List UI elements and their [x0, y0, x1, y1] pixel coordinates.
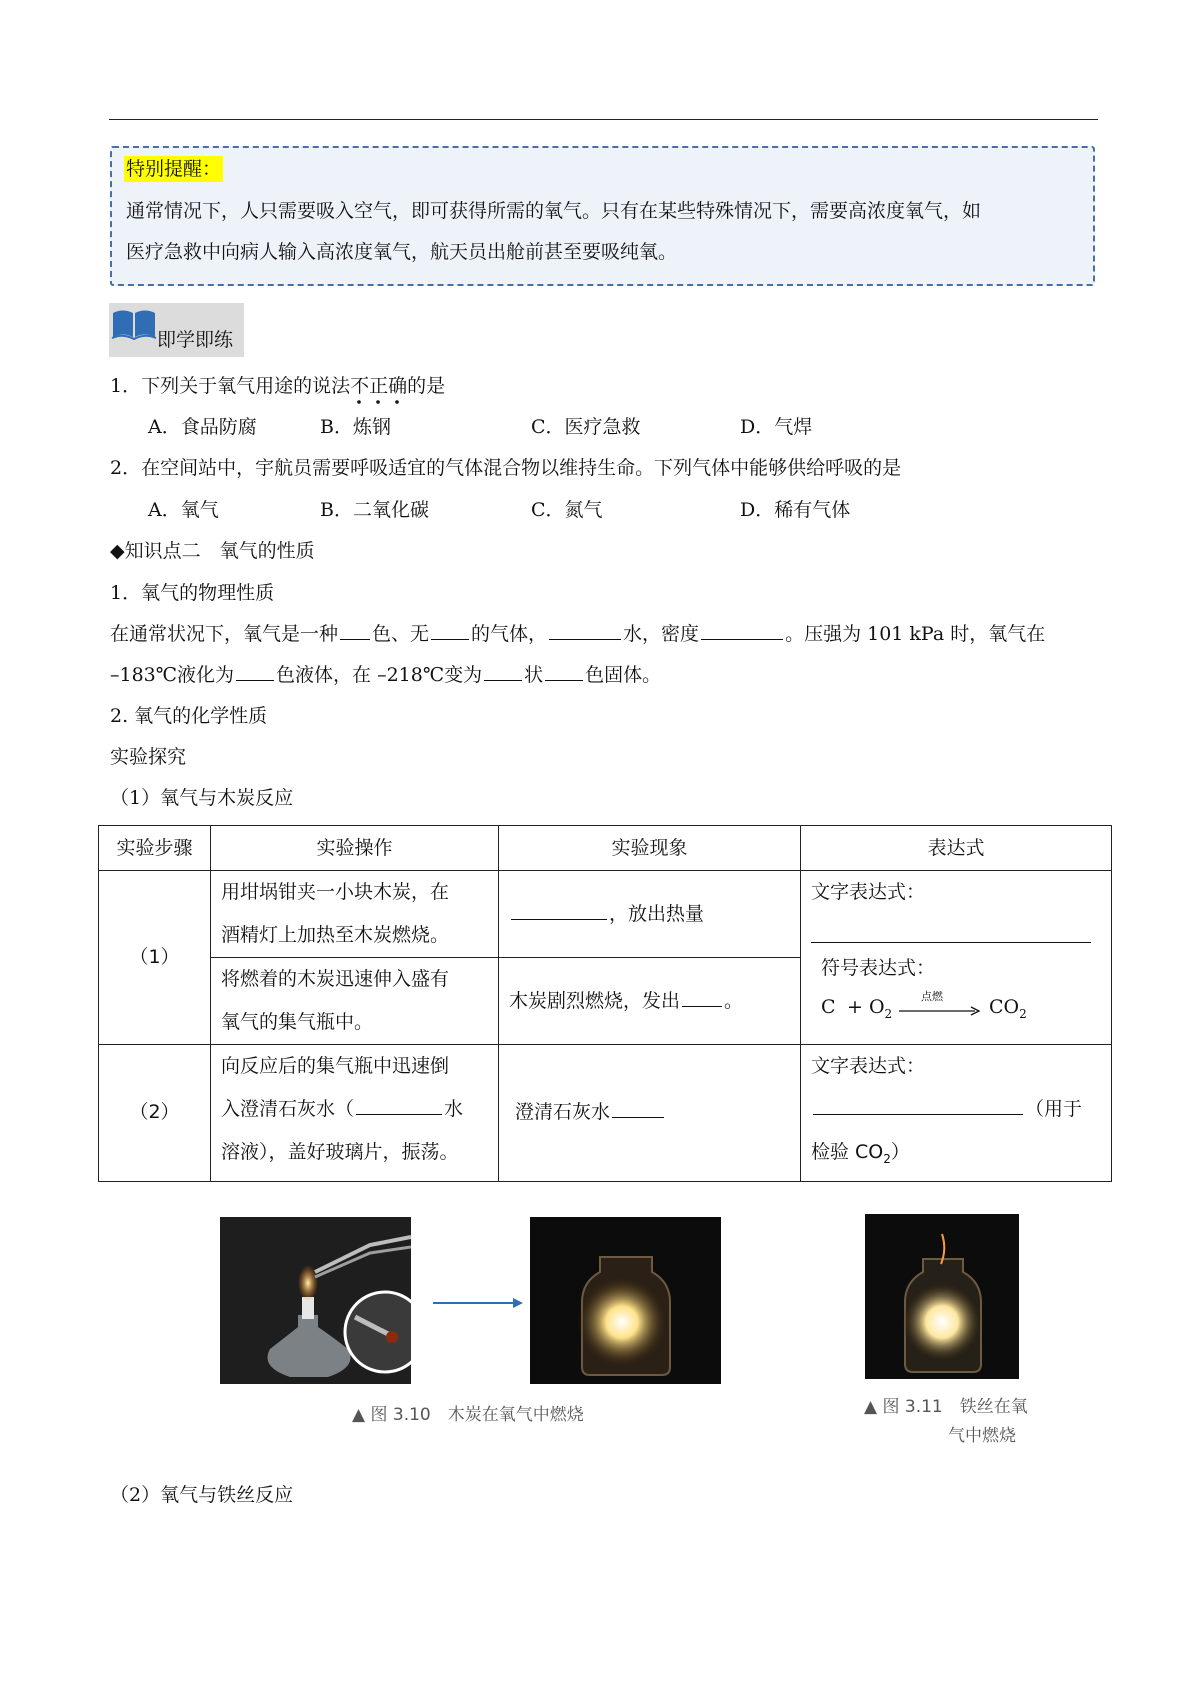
experiment-table [98, 825, 1112, 1182]
eq-plus-o: + O [847, 996, 885, 1018]
symbol-equation [811, 990, 1101, 1030]
fill-blank[interactable] [236, 662, 274, 681]
q2-option-d[interactable]: D．稀有气体 [740, 499, 851, 521]
q1-emphasis [350, 375, 407, 397]
fill-blank[interactable] [356, 1096, 442, 1115]
expression-2-line [811, 1088, 1101, 1131]
word-expression-label: 文字表达式： [811, 881, 926, 903]
fill-blank[interactable] [549, 621, 621, 640]
q1-option-d[interactable]: D．气焊 [740, 416, 813, 438]
phenomenon-2-cell [499, 958, 801, 1045]
phenomenon-3-cell [499, 1045, 801, 1182]
check-co2-line [811, 1131, 1101, 1181]
reaction-arrow-icon [899, 1006, 981, 1016]
expression-1-cell [801, 871, 1112, 1045]
step-2-cell: （2） [99, 1045, 211, 1182]
chemical-properties-title: 2. 氧气的化学性质 [110, 705, 268, 727]
q1-option-b[interactable]: B．炼钢 [320, 416, 391, 438]
phys-text-a: 在通常状况下，氧气是一种 [110, 623, 339, 645]
operation-3-cell [211, 1045, 499, 1182]
fill-blank[interactable] [682, 988, 722, 1007]
alcohol-lamp-illustration [220, 1217, 411, 1384]
experiment-explore-label: 实验探究 [110, 746, 187, 768]
operation-2-cell [211, 958, 499, 1045]
eq-oxygen [847, 996, 892, 1021]
eq-sub-2: 2 [884, 1006, 893, 1021]
eq-carbon: C [821, 996, 836, 1018]
ph2-text-a: 木炭剧烈燃烧，发出 [509, 990, 681, 1012]
physical-properties-line-1 [110, 621, 1045, 647]
op3-text-a: 入澄清石灰水（ [221, 1098, 355, 1120]
check-text: 检验 CO [811, 1141, 884, 1163]
phys-text-e: 。压强为 101 kPa 时，氧气在 [785, 623, 1046, 645]
eq-product [989, 996, 1027, 1021]
op3-line-2 [221, 1088, 488, 1131]
q2-option-b[interactable]: B．二氧化碳 [320, 499, 429, 521]
header-operation: 实验操作 [211, 826, 499, 871]
ph3-text: 澄清石灰水 [515, 1101, 611, 1124]
fill-blank[interactable] [340, 621, 370, 640]
fill-blank[interactable] [813, 1096, 1023, 1115]
word-expression-label-2: 文字表达式： [811, 1055, 926, 1077]
check-end: ） [890, 1141, 910, 1163]
fill-blank[interactable] [545, 662, 583, 681]
phys-text-c: 的气体， [471, 623, 548, 645]
phys-text-b: 色、无 [372, 623, 430, 645]
physical-properties-line-2 [110, 662, 661, 688]
header-expression: 表达式 [801, 826, 1112, 871]
arrow-right-icon [433, 1296, 525, 1310]
q2-option-c[interactable]: C．氮气 [531, 499, 603, 521]
q1-stem-text: 1．下列关于氧气用途的说法 [110, 375, 351, 397]
op2-line-1: 将燃着的木炭迅速伸入盛有 [221, 968, 450, 990]
op1-line-2: 酒精灯上加热至木炭燃烧。 [221, 924, 450, 946]
figure-3-10-caption: ▲ 图 3.10 木炭在氧气中燃烧 [352, 1405, 584, 1425]
physical-properties-title: 1．氧气的物理性质 [110, 582, 275, 604]
question-2-stem: 2．在空间站中，宇航员需要呼吸适宜的气体混合物以维持生命。下列气体中能够供给呼吸的是 [110, 457, 902, 479]
practice-section-badge [109, 303, 244, 357]
eq-co: CO [989, 996, 1020, 1018]
table-row [99, 871, 1112, 958]
q2-option-a[interactable]: A．氧气 [148, 499, 219, 521]
phys-text-g: 色液体，在 –218℃变为 [276, 664, 483, 686]
table-header-row [99, 826, 1112, 871]
phys-text-h: 状 [524, 664, 544, 686]
fill-blank[interactable] [701, 621, 783, 640]
fill-blank[interactable] [612, 1099, 664, 1118]
emphasis-dots [350, 399, 410, 407]
table-row [99, 1045, 1112, 1182]
fill-blank[interactable] [511, 901, 607, 920]
check-sub: 2 [883, 1151, 891, 1166]
subsection-charcoal: （1）氧气与木炭反应 [110, 787, 294, 809]
expression-2-cell [801, 1045, 1112, 1182]
op1-line-1: 用坩埚钳夹一小块木炭，在 [221, 881, 450, 903]
q1-option-a[interactable]: A．食品防腐 [148, 416, 257, 438]
phys-text-d: 水，密度 [623, 623, 700, 645]
eq-sub-2b: 2 [1019, 1006, 1027, 1021]
open-book-icon [111, 307, 157, 341]
ph1-text: ，放出热量 [609, 903, 705, 925]
figure-3-11-caption-line-1: ▲ 图 3.11 铁丝在氧 [864, 1397, 1028, 1417]
fill-blank[interactable] [431, 621, 469, 640]
header-step: 实验步骤 [99, 826, 211, 871]
reminder-line-2: 医疗急救中向病人输入高浓度氧气，航天员出舱前甚至要吸纯氧。 [126, 241, 678, 263]
eq-condition: 点燃 [921, 990, 943, 1003]
photo-charcoal-in-oxygen [530, 1217, 721, 1384]
word-expression-blank[interactable] [811, 920, 1091, 943]
header-rule [109, 119, 1098, 120]
q1-option-c[interactable]: C．医疗急救 [531, 416, 641, 438]
reminder-line-1: 通常情况下，人只需要吸入空气，即可获得所需的氧气。只有在某些特殊情况下，需要高浓度氧气，如 [126, 200, 982, 222]
reminder-title: 特别提醒： [126, 158, 222, 180]
phys-text-i: 色固体。 [585, 664, 662, 686]
op3-line-1: 向反应后的集气瓶中迅速倒 [221, 1055, 450, 1077]
symbol-expression-label: 符号表达式： [821, 957, 936, 979]
burning-jar-illustration [530, 1217, 721, 1384]
iron-wire-jar-illustration [865, 1214, 1019, 1379]
question-1-stem [110, 373, 445, 399]
practice-section-label: 即学即练 [157, 329, 234, 351]
op3-line-3: 溶液），盖好玻璃片，振荡。 [221, 1141, 459, 1163]
op2-line-2: 氧气的集气瓶中。 [221, 1011, 374, 1033]
knowledge-point-2-title: ◆知识点二 氧气的性质 [110, 540, 315, 562]
phys-text-f: –183℃液化为 [110, 664, 235, 686]
use-note: （用于 [1025, 1098, 1083, 1120]
operation-1-cell [211, 871, 499, 958]
q1-stem-end: 的是 [407, 375, 446, 397]
op3-text-b: 水 [444, 1098, 464, 1120]
step-1-cell: （1） [99, 871, 211, 1045]
figure-3-11-caption-line-2: 气中燃烧 [948, 1426, 1016, 1446]
header-phenomenon: 实验现象 [499, 826, 801, 871]
ph2-text-b: 。 [724, 990, 744, 1012]
photo-iron-wire-in-oxygen [865, 1214, 1019, 1379]
fill-blank[interactable] [484, 662, 522, 681]
subsection-iron-wire: （2）氧气与铁丝反应 [110, 1484, 294, 1506]
q1-emphasis-text: 不正确 [350, 375, 408, 397]
photo-alcohol-lamp [220, 1217, 411, 1384]
phenomenon-1-cell [499, 871, 801, 958]
